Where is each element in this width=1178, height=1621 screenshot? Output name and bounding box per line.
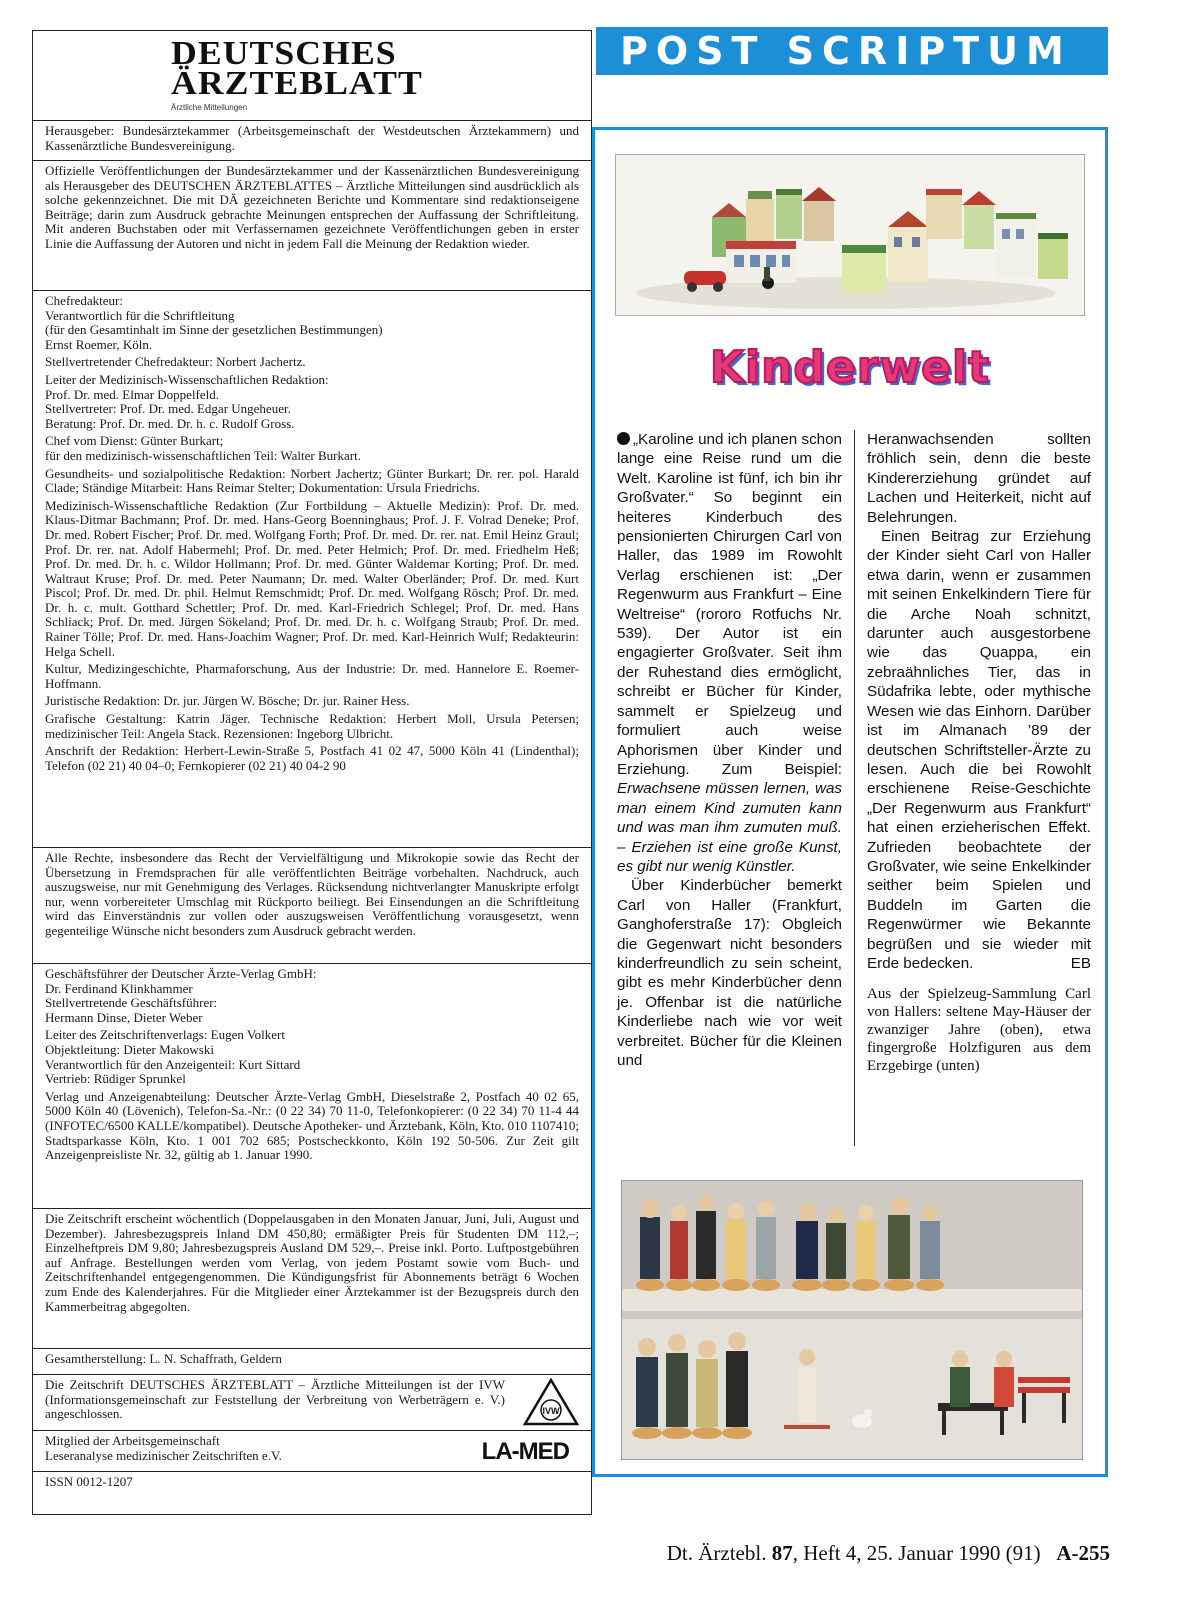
chef-vom-dienst-medwiss: für den medizinisch-wissenschaftlichen Teil: Walter Burkart. bbox=[45, 447, 361, 463]
medwiss-fortbildung-text: Medizinisch-Wissenschaftliche Redaktion (Zur Fortbildung – Aktuelle Medizin): Prof. Dr. med. Klaus-Ditmar Bachmann; Prof. Dr. med. Hans-Georg Boenninghaus; Prof. J. F. Volrad Deneke; Prof. Dr. med. Robert Fischer; Prof. Dr. med. Wolfgang Forth; Prof. Dr. med. Dr. rer. nat. Emil Heinz Graul; Prof. Dr. rer. nat. Adolf Habermehl; Prof. Dr. med. Peter Helmich; Prof. Dr. med. Friedhelm Heß; Prof. Dr. med. Dr. h. c. Wildor Hollmann; Prof. Dr. med. Günter Waldemar Korting; Prof. Dr. med. Waltraut Kruse; Prof. Dr. med. Peter Naumann; Dr. med. Walter Oberländer; Prof. Dr. med. Kurt Piscol; Prof. Dr. med. Dr. phil. Helmut Remschmidt; Prof. Dr. med. Wolfgang Rösch; Prof. Dr. med. Dr. h. c. mult. Gotthard Schettler; Prof. Dr. med. Karl-Friedrich Schlegel; Prof. Dr. med. Hans Schliack; Prof. Dr. med. Jürgen Sökeland; Prof. Dr. med. Dr. h. c. Wolfgang Straub; Prof. Dr. med. Rainer Tölle; Prof. Dr. med. Hans-Joachim Wagner; Prof. Dr. med. Karl-Heinrich Wulf; Redakteurin: Helga Schell. bbox=[45, 497, 579, 659]
gesamtherstellung-text: Gesamtherstellung: L. N. Schaffrath, Geldern bbox=[45, 1351, 282, 1366]
issn-text: ISSN 0012-1207 bbox=[45, 1474, 133, 1489]
article-paragraph-2: Über Kinderbücher bemerkt Carl von Haller (Frankfurt, Ganghoferstraße 17): Obgleich die Gegenwart nicht besonders kinderfreundlich zu sein scheint, gibt es mehr Kinderbücher denn je. Offenbar ist die natürliche Kinderliebe nach wie vor weit verbreitet. Bücher für die Kleinen und bbox=[617, 877, 842, 1069]
mitglied-section bbox=[33, 1431, 591, 1472]
article-column-2 bbox=[867, 430, 1091, 1090]
leiter-label: Leiter der Medizinisch-Wissenschaftlichen Redaktion: bbox=[45, 371, 329, 387]
footer-page-number: A-255 bbox=[1056, 1541, 1110, 1565]
mitglied-line1: Mitglied der Arbeitsgemeinschaft bbox=[45, 1433, 220, 1448]
verlag-line: Dr. Ferdinand Klinkhammer bbox=[45, 980, 193, 996]
verlag-block-2 bbox=[45, 1028, 579, 1086]
bullet-icon bbox=[617, 432, 630, 445]
mitglied-text bbox=[45, 1434, 464, 1463]
chefredakteur-role: Verantwortlich für die Schriftleitung bbox=[45, 307, 235, 323]
kultur-text: Kultur, Medizingeschichte, Pharmaforschung, Aus der Industrie: Dr. med. Hannelore E. Roemer-Hoffmann. bbox=[45, 661, 579, 691]
footer-volume: 87 bbox=[771, 1541, 793, 1565]
gesamtherstellung-section bbox=[33, 1349, 591, 1375]
offizielle-text: Offizielle Veröffentlichungen der Bundesärztekammer und der Kassenärztlichen Bundesvereinigung als Herausgeber des DEUTSCHEN ÄRZTEBLATTES – Ärztliche Mitteilungen sind ausdrücklich als solche gekennzeichnet. Die mit DÄ gezeichneten Berichte und Kommentare sind redaktionseigene Beiträge; darin zum Ausdruck gebrachte Meinungen entsprechen der Auffassung der Schriftleitung. Mit anderen Buchstaben oder mit Verfassernamen gezeichnete Veröffentlichungen geben in erster Linie die Auffassung der Autoren und nicht in jedem Fall die Meinung der Redaktion wieder. bbox=[45, 163, 579, 251]
gesundheit-text: Gesundheits- und sozialpolitische Redaktion: Norbert Jachertz; Günter Burkart; Dr. rer. pol. Harald Clade; Ständige Mitarbeit: Hans Reimar Stelter; Dokumentation: Ursula Friedrichs. bbox=[45, 465, 579, 496]
ivw-text: Die Zeitschrift DEUTSCHES ÄRZTEBLATT – Ärztliche Mitteilungen ist der IVW (Informationsgemeinschaft zur Feststellung der Verbreitung von Werbeträgern e. V.) angeschlossen. bbox=[45, 1377, 505, 1422]
erscheinung-section bbox=[33, 1209, 591, 1349]
chefredakteur-name: Ernst Roemer, Köln. bbox=[45, 336, 153, 352]
verlag-line: Leiter des Zeitschriftenverlags: Eugen Volkert bbox=[45, 1027, 285, 1043]
article-paragraph-4 bbox=[867, 527, 1091, 973]
photo-caption: Aus der Spielzeug-Sammlung Carl von Hallers: seltene May-Häuser der zwanziger Jahre (oben), etwa fingergroße Holzfiguren aus dem Erzgebirge (unten) bbox=[867, 986, 1091, 1075]
verlag-section bbox=[33, 964, 591, 1209]
juristisch-text: Juristische Redaktion: Dr. jur. Jürgen W. Bösche; Dr. jur. Rainer Hess. bbox=[45, 693, 410, 709]
lamed-logo: LA-MED bbox=[481, 1438, 569, 1465]
grafisch-text: Grafische Gestaltung: Katrin Jäger. Technische Redaktion: Herbert Moll, Ursula Petersen; medizinischer Teil: Angela Stack. Rezensionen: Ingeborg Ulbricht. bbox=[45, 711, 579, 741]
mitglied-line2: Leseranalyse medizinischer Zeitschriften e.V. bbox=[45, 1447, 282, 1463]
masthead-title-line2: ÄRZTEBLATT bbox=[171, 65, 423, 102]
leiter-medwiss-block bbox=[45, 373, 579, 431]
issn-section bbox=[33, 1472, 591, 1498]
post-scriptum-box bbox=[592, 127, 1108, 1477]
ivw-section bbox=[33, 1375, 591, 1431]
herausgeber-section bbox=[33, 121, 591, 161]
stellvertreter: Stellvertreter: Prof. Dr. med. Edgar Ungeheuer. bbox=[45, 401, 291, 417]
herausgeber-text: Herausgeber: Bundesärztekammer (Arbeitsgemeinschaft der Westdeutschen Ärztekammern) und Kassenärztliche Bundesvereinigung. bbox=[45, 123, 579, 153]
chefredakteur-note: (für den Gesamtinhalt im Sinne der gesetzlichen Bestimmungen) bbox=[45, 322, 383, 338]
verlag-line: Geschäftsführer der Deutscher Ärzte-Verlag GmbH: bbox=[45, 966, 317, 981]
column-divider bbox=[854, 430, 855, 1146]
verlag-line: Stellvertretende Geschäftsführer: bbox=[45, 995, 218, 1011]
ivw-logo-icon bbox=[523, 1378, 579, 1426]
masthead-title-line1: DEUTSCHES bbox=[171, 35, 397, 72]
ivw-logo-text: IVW bbox=[542, 1406, 560, 1416]
anschrift-text: Anschrift der Redaktion: Herbert-Lewin-Straße 5, Postfach 41 02 47, 5000 Köln 41 (Lindenthal); Telefon (02 21) 40 04–0; Fernkopierer (02 21) 40 04-2 90 bbox=[45, 743, 579, 773]
impressum-box bbox=[32, 30, 592, 1515]
verlag-line: Hermann Dinse, Dieter Weber bbox=[45, 1009, 203, 1025]
toy-houses-image bbox=[616, 155, 1084, 315]
beratung: Beratung: Prof. Dr. med. Dr. h. c. Rudolf Gross. bbox=[45, 415, 295, 431]
kinderwelt-title: Kinderwelt bbox=[709, 342, 991, 393]
footer-issue: , Heft 4, 25. Januar 1990 (91) bbox=[792, 1541, 1041, 1565]
stellv-chef-text: Stellvertretender Chefredakteur: Norbert Jachertz. bbox=[45, 354, 306, 370]
article-paragraph-3: Heranwachsenden sollten fröhlich sein, denn die beste Kindererziehung gründet auf Lachen und Heiterkeit, nicht auf Belehrungen. bbox=[867, 431, 1091, 526]
offizielle-section bbox=[33, 161, 591, 291]
leiter-name: Prof. Dr. med. Elmar Doppelfeld. bbox=[45, 386, 220, 402]
redaktion-section bbox=[33, 291, 591, 848]
masthead bbox=[33, 31, 591, 121]
article-intro: „Karoline und ich planen schon lange eine Reise rund um die Welt. Karoline ist fünf, ich bin ihr Großvater.“ So beginnt ein heiteres Kinderbuch des pensionierten Chirurgen Carl von Haller, das 1989 im Rowohlt Verlag erschienen ist: „Der Regenwurm aus Frankfurt – Eine Weltreise“ (rororo Rotfuchs Nr. 539). Der Autor ist ein engagierter Großvater. Seit ihm der Ruhestand dies ermöglicht, schreibt er Bücher für Kinder, sammelt er Spielzeug und formuliert auch weise Aphorismen über Kinder und Erziehung. Zum Beispiel: bbox=[617, 431, 842, 778]
masthead-subtitle: Ärztliche Mitteilungen bbox=[171, 103, 248, 112]
chef-vom-dienst-block bbox=[45, 434, 579, 463]
author-signature: EB bbox=[1070, 954, 1091, 972]
verlag-block bbox=[45, 967, 579, 1025]
toy-houses-photo bbox=[615, 154, 1085, 316]
footer-journal: Dt. Ärztebl. bbox=[666, 1541, 767, 1565]
rechte-text: Alle Rechte, insbesondere das Recht der Vervielfältigung und Mikrokopie sowie das Recht der Übersetzung in Fremdsprachen für alle veröffentlichten Beiträge vorbehalten. Nachdruck, auch auszugsweise, nur mit Genehmigung des Verlages. Rücksendung nichtverlangter Manuskripte erfolgt nur, wenn vorbereiteter Umschlag mit Rückporto beiliegt. Bei Einsendungen an die Schriftleitung wird das Einverständnis zur vollen oder auszugsweisen Veröffentlichung vorausgesetzt, wenn gegenteilige Wünsche nicht besonders zum Ausdruck gebracht werden. bbox=[45, 850, 579, 938]
post-scriptum-header: POST SCRIPTUM bbox=[596, 27, 1108, 75]
article-aphorism: Erwachsene müssen lernen, was man einem Kind zumuten kann und was man ihm zumuten muß. – Erziehen ist eine große Kunst, es gibt nur wenig Künstler. bbox=[617, 780, 842, 875]
verlag-line: Objektleitung: Dieter Makowski bbox=[45, 1041, 214, 1057]
chefredakteur-label: Chefredakteur: bbox=[45, 293, 123, 308]
article-paragraph bbox=[617, 430, 842, 876]
article-paragraph-4-text: Einen Beitrag zur Erziehung der Kinder sieht Carl von Haller etwa darin, wenn er zusammen mit seinen Enkelkindern Tiere für die Arche Noah schnitzt, darunter auch ausgestorbene wie das Quappa, ein zebraähnliches Tier, das in Südafrika lebte, oder mythische Wesen wie das Einhorn. Darüber ist im Almanach ’89 der deutschen Schriftsteller-Ärzte zu lesen. Auch die bei Rowohlt erschienene Reise-Geschichte „Der Regenwurm aus Frankfurt“ hat einen erzieherischen Effekt. Zufrieden beobachtete der Großvater, wie seine Enkelkinder seither beim Spielen und Buddeln im Garten die Regenwürmer wie Bekannte begrüßen und sie wieder mit Erde bedecken. bbox=[867, 528, 1091, 972]
chef-vom-dienst: Chef vom Dienst: Günter Burkart; bbox=[45, 433, 224, 449]
verlag-line: Verantwortlich für den Anzeigenteil: Kurt Sittard bbox=[45, 1056, 301, 1072]
anzeigen-text: Verlag und Anzeigenabteilung: Deutscher Ärzte-Verlag GmbH, Dieselstraße 2, Postfach 40 02 65, 5000 Köln 40 (Lövenich), Telefon-Sa.-Nr.: (0 22 34) 70 11-0, Telefonkopierer: (0 22 34) 70 11-4 44 (INFOTEC/6500 KALLE/kompatibel). Deutsche Apotheker- und Ärztebank, Köln, Kto. 010 1107410; Stadtsparkasse Köln, Kto. 1 001 702 685; Postscheckkonto, Köln 192 50-506. Zur Zeit gilt Anzeigenpreisliste Nr. 32, gültig ab 1. Januar 1990. bbox=[45, 1088, 579, 1163]
verlag-line: Vertrieb: Rüdiger Sprunkel bbox=[45, 1071, 186, 1087]
rechte-section bbox=[33, 848, 591, 964]
article-column-1 bbox=[617, 430, 842, 1070]
erscheinung-text: Die Zeitschrift erscheint wöchentlich (Doppelausgaben in den Monaten Januar, Juni, Juli, August und Dezember). Jahresbezugspreis Inland DM 450,80; ermäßigter Preis für Studenten DM 112,–; Einzelheftpreis DM 9,80; Jahresbezugspreis Ausland DM 529,–. Preise inkl. Porto. Luftpostgebühren auf Anfrage. Bestellungen werden vom Verlag, von jedem Postamt sowie vom Buch- und Zeitschriftenhandel entgegengenommen. Die Kündigungsfrist für Abonnements beträgt 6 Wochen zum Ende des Kalenderjahres. Für die Mitglieder einer Ärztekammer ist der Bezugspreis durch den Kammerbeitrag abgegolten. bbox=[45, 1211, 579, 1314]
wooden-figures-photo bbox=[621, 1180, 1083, 1460]
chefredakteur-block bbox=[45, 294, 579, 352]
page-footer bbox=[667, 1541, 1110, 1566]
wooden-figures-image bbox=[622, 1181, 1082, 1459]
